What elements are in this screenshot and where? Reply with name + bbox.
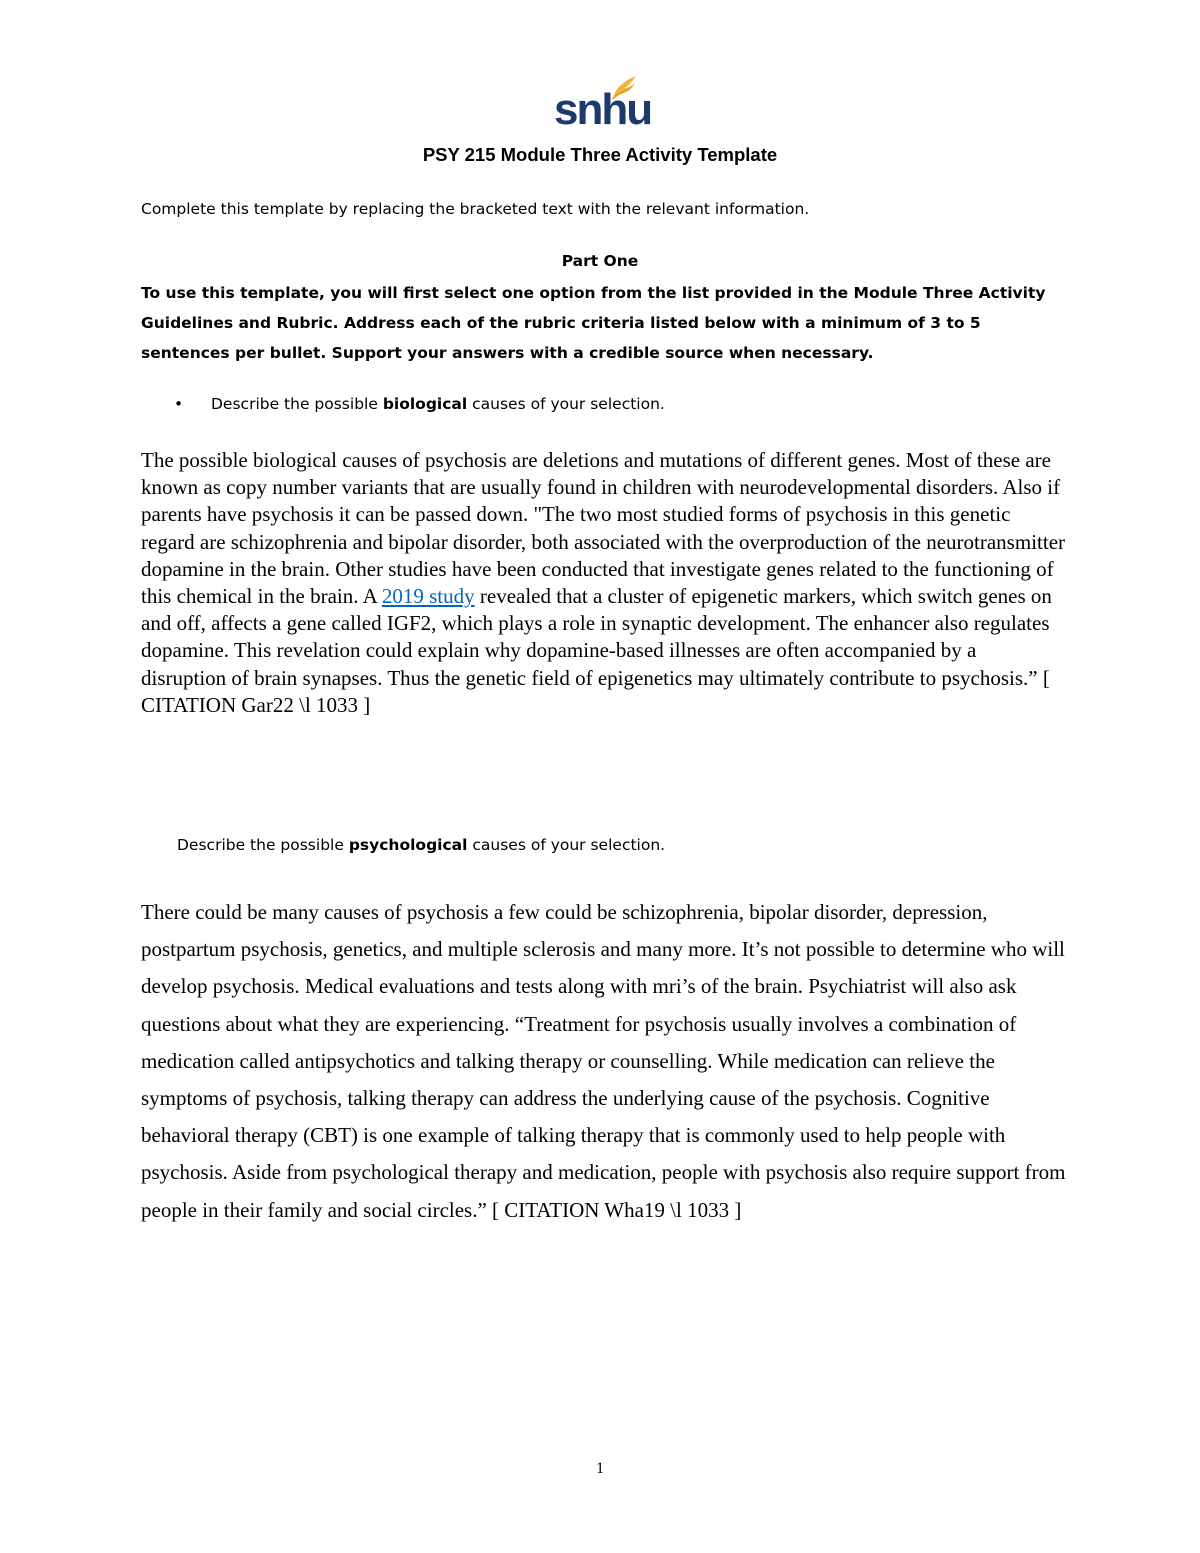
bullet-suffix: causes of your selection.: [467, 395, 665, 413]
part-heading: Part One: [561, 252, 639, 270]
answer-psychological: There could be many causes of psychosis a few could be schizophrenia, bipolar disorder, depression, postpartum psychosis, genetics, and multiple sclerosis and many more. It’s not possible to determine who will develop psychosis. Medical evaluations and tests along with mri’s of the brain. Psychiatrist will also ask questions about what they are experiencing. “Treatment for psychosis usually involves a combination of medication called antipsychotics and talking therapy or counselling. While medication can relieve the symptoms of psychosis, talking therapy can address the underlying cause of the psychosis. Cognitive behavioral therapy (CBT) is one example of talking therapy that is commonly used to help people with psychosis. Aside from psychological therapy and medication, people with psychosis also require support from people in their family and social circles.” [ CITATION Wha19 \l 1033 ]: [141, 900, 1066, 1222]
bullet-bold: biological: [382, 395, 468, 413]
bullet-prefix: Describe the possible: [211, 395, 383, 413]
bullet-dot: •: [174, 395, 184, 413]
bullet2-bold: psychological: [348, 836, 468, 854]
instructions-text: Complete this template by replacing the bracketed text with the relevant information.: [141, 200, 810, 218]
logo-wordmark: snhu: [554, 85, 652, 134]
part-instructions: To use this template, you will first select one option from the list provided in the Module Three Activity Guidelines and Rubric. Address each of the rubric criteria listed below with a minimum of 3 to 5 sentences per bullet. Support your answers with a credible source when necessary.: [141, 284, 1046, 362]
para1-text-b: revealed that a cluster of epigenetic markers, which switch genes on and off, affects a gene called IGF2, which plays a role in synaptic development. The enhancer also regulates dopamine. This revelation could explain why dopamine-based illnesses are often accompanied by a disruption of brain synapses. Thus the genetic field of epigenetics may ultimately contribute to psychosis.” [ CITATION Gar22 \l 1033 ]: [141, 584, 1052, 717]
study-link[interactable]: 2019 study: [381, 584, 475, 609]
bullet-text: [211, 395, 665, 413]
bullet2-suffix: causes of your selection.: [467, 836, 666, 854]
bullet2-prefix: Describe the possible: [177, 836, 349, 854]
snhu-logo: [554, 74, 652, 134]
page-number: 1: [596, 1460, 604, 1477]
document-title: PSY 215 Module Three Activity Template: [422, 144, 778, 165]
bullet-psychological: [177, 836, 665, 854]
para1-text-a: The possible biological causes of psychosis are deletions and mutations of different genes. Most of these are known as copy number variants that are usually found in children with neurodevelopmental disorders. Also if parents have psychosis it can be passed down. "The two most studied forms of psychosis in this genetic regard are schizophrenia and bipolar disorder, both associated with the overproduction of the neurotransmitter dopamine in the brain. Other studies have been conducted that investigate genes related to the functioning of this chemical in the brain. A: [141, 448, 1066, 609]
answer-biological: [141, 447, 1066, 719]
